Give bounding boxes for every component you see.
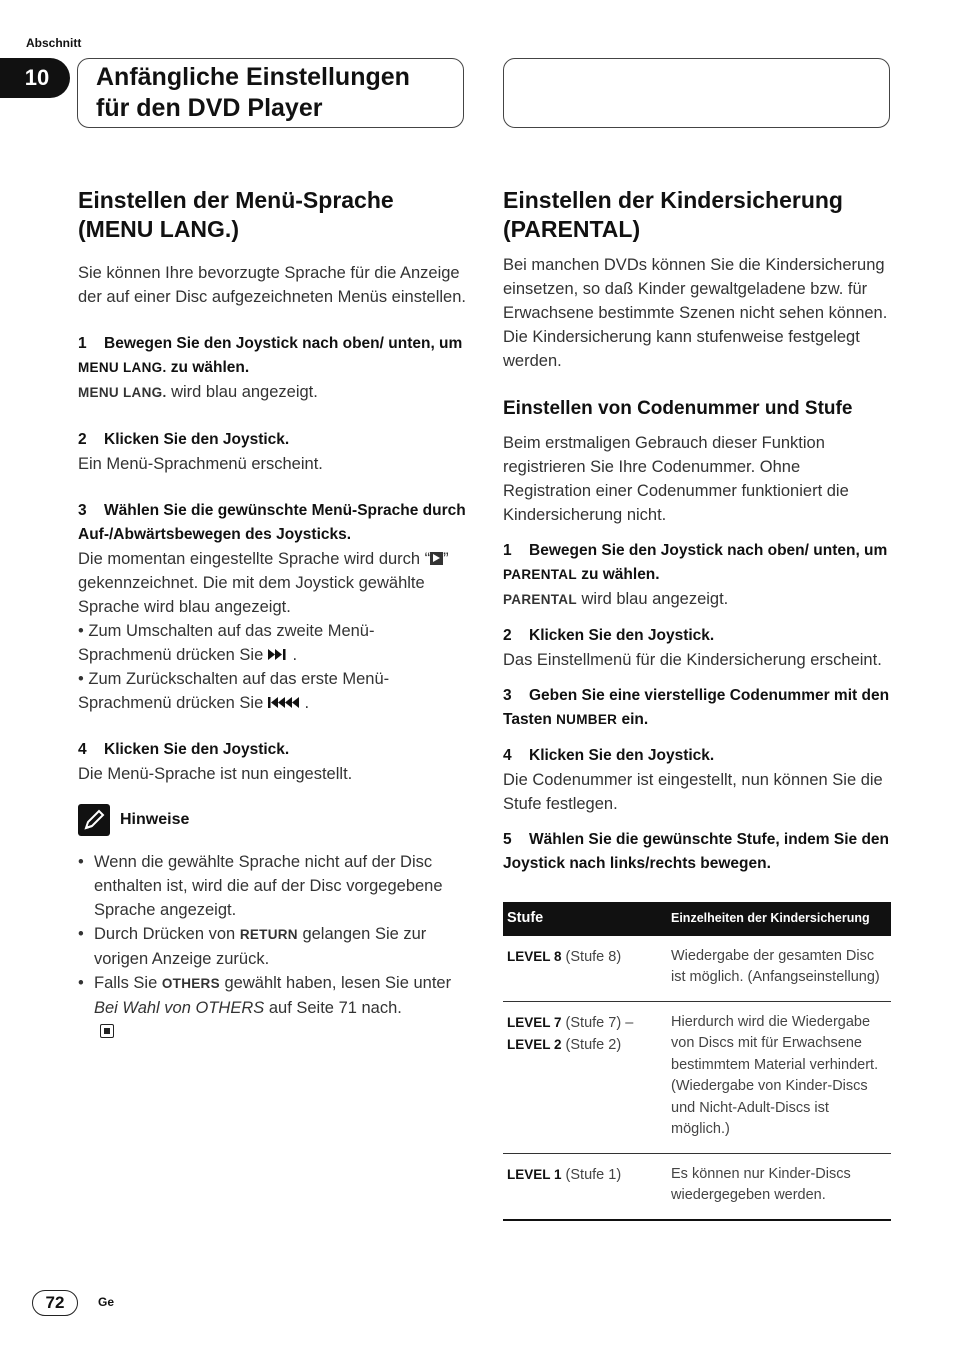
menu-lang-heading: Einstellen der Menü-Sprache (MENU LANG.) <box>78 187 394 242</box>
code-level-subheading: Einstellen von Codenummer und Stufe <box>503 398 853 419</box>
chapter-title-line2: für den DVD Player <box>96 94 323 122</box>
parental-heading: Einstellen der Kindersicherung (PARENTAL) <box>503 187 843 242</box>
menu-lang-intro: Sie können Ihre bevorzugte Sprache für die Anzeige der auf einer Disc aufgezeichneten Menüs einstellen. <box>78 264 466 306</box>
step-4: 4 Klicken Sie den Joystick. Die Menü-Sprache ist nun eingestellt. <box>78 741 353 783</box>
table-row: LEVEL 8 (Stufe 8) Wiedergabe der gesamten Disc ist möglich. (Anfangseinstellung) <box>503 936 891 1002</box>
step-2: 2 Klicken Sie den Joystick. Ein Menü-Sprachmenü erscheint. <box>78 431 323 473</box>
column-header: Einzelheiten der Kindersicherung <box>671 902 891 936</box>
step-1: 1 Bewegen Sie den Joystick nach oben/ unten, um PARENTAL zu wählen. PARENTAL wird blau angezeigt. <box>503 542 888 608</box>
parental-level-table <box>503 902 891 1221</box>
notes-header <box>78 804 468 836</box>
chapter-title-line1: Anfängliche Einstellungen <box>96 63 410 91</box>
step-5: 5 Wählen Sie die gewünschte Stufe, indem Sie den Joystick nach links/rechts bewegen. <box>503 831 890 872</box>
note-item: • Durch Drücken von RETURN gelangen Sie zur vorigen Anzeige zurück. <box>78 922 468 971</box>
pencil-icon <box>78 804 110 836</box>
step-3: 3 Geben Sie eine vierstellige Codenummer mit den Tasten NUMBER ein. <box>503 687 890 728</box>
step-2: 2 Klicken Sie den Joystick. Das Einstellmenü für die Kindersicherung erscheint. <box>503 627 882 669</box>
table-header-row <box>503 902 891 936</box>
notes-list <box>78 850 468 1045</box>
left-column <box>78 186 468 1045</box>
empty-header-box <box>503 58 890 128</box>
section-number-tab: 10 <box>0 58 70 98</box>
next-track-icon <box>268 646 293 664</box>
right-column <box>503 186 891 1221</box>
code-level-intro: Beim erstmaligen Gebrauch dieser Funktion registrieren Sie Ihre Codenummer. Ohne Registration einer Codenummer funktioniert die Kindersicherung nicht. <box>503 434 849 524</box>
language-code: Ge <box>98 1295 115 1309</box>
page-number: 72 <box>32 1290 78 1316</box>
column-header: Stufe <box>503 902 671 936</box>
section-label: Abschnitt <box>26 36 82 50</box>
current-language-marker-icon <box>430 552 443 565</box>
table-row: LEVEL 7 (Stufe 7) – LEVEL 2 (Stufe 2) Hierdurch wird die Wiedergabe von Discs mit für Erwachsene bestimmtem Material verhindert. (Wiedergabe von Kinder-Discs und Nicht-Adult-Discs ist möglich.) <box>503 1001 891 1153</box>
table-row: LEVEL 1 (Stufe 1) Es können nur Kinder-Discs wiedergegeben werden. <box>503 1153 891 1220</box>
step-4: 4 Klicken Sie den Joystick. Die Codenummer ist eingestellt, nun können Sie die Stufe festlegen. <box>503 747 883 813</box>
note-item: • Wenn die gewählte Sprache nicht auf der Disc enthalten ist, wird die auf der Disc vorgegebene Sprache angezeigt. <box>78 850 468 922</box>
chapter-title-box <box>77 58 464 128</box>
notes-title: Hinweise <box>120 811 190 828</box>
parental-intro: Bei manchen DVDs können Sie die Kindersicherung einsetzen, so daß Kinder gewaltgeladene bzw. für Erwachsene bestimmte Szenen nicht sehen können. Die Kindersicherung kann stufenweise festgelegt werden. <box>503 256 888 370</box>
note-item: • Falls Sie OTHERS gewählt haben, lesen Sie unter Bei Wahl von OTHERS auf Seite 71 nach. <box>78 971 468 1045</box>
previous-track-icon <box>268 694 305 712</box>
step-3: 3 Wählen Sie die gewünschte Menü-Sprache durch Auf-/Abwärtsbewegen des Joysticks. Die momentan eingestellte Sprache wird durch “ ” gekennzeichnet. Die mit dem Joystick gewählte Sprache wird blau angezeigt. • Zum Umschalten auf das zweite Menü-Sprachmenü drücken Sie . • Zum Zurückschalten auf das erste Menü-Sprachmenü drücken Sie . <box>78 502 466 712</box>
end-of-section-icon <box>100 1024 114 1038</box>
step-1: 1 Bewegen Sie den Joystick nach oben/ unten, um MENU LANG. zu wählen. MENU LANG. wird blau angezeigt. <box>78 335 463 401</box>
